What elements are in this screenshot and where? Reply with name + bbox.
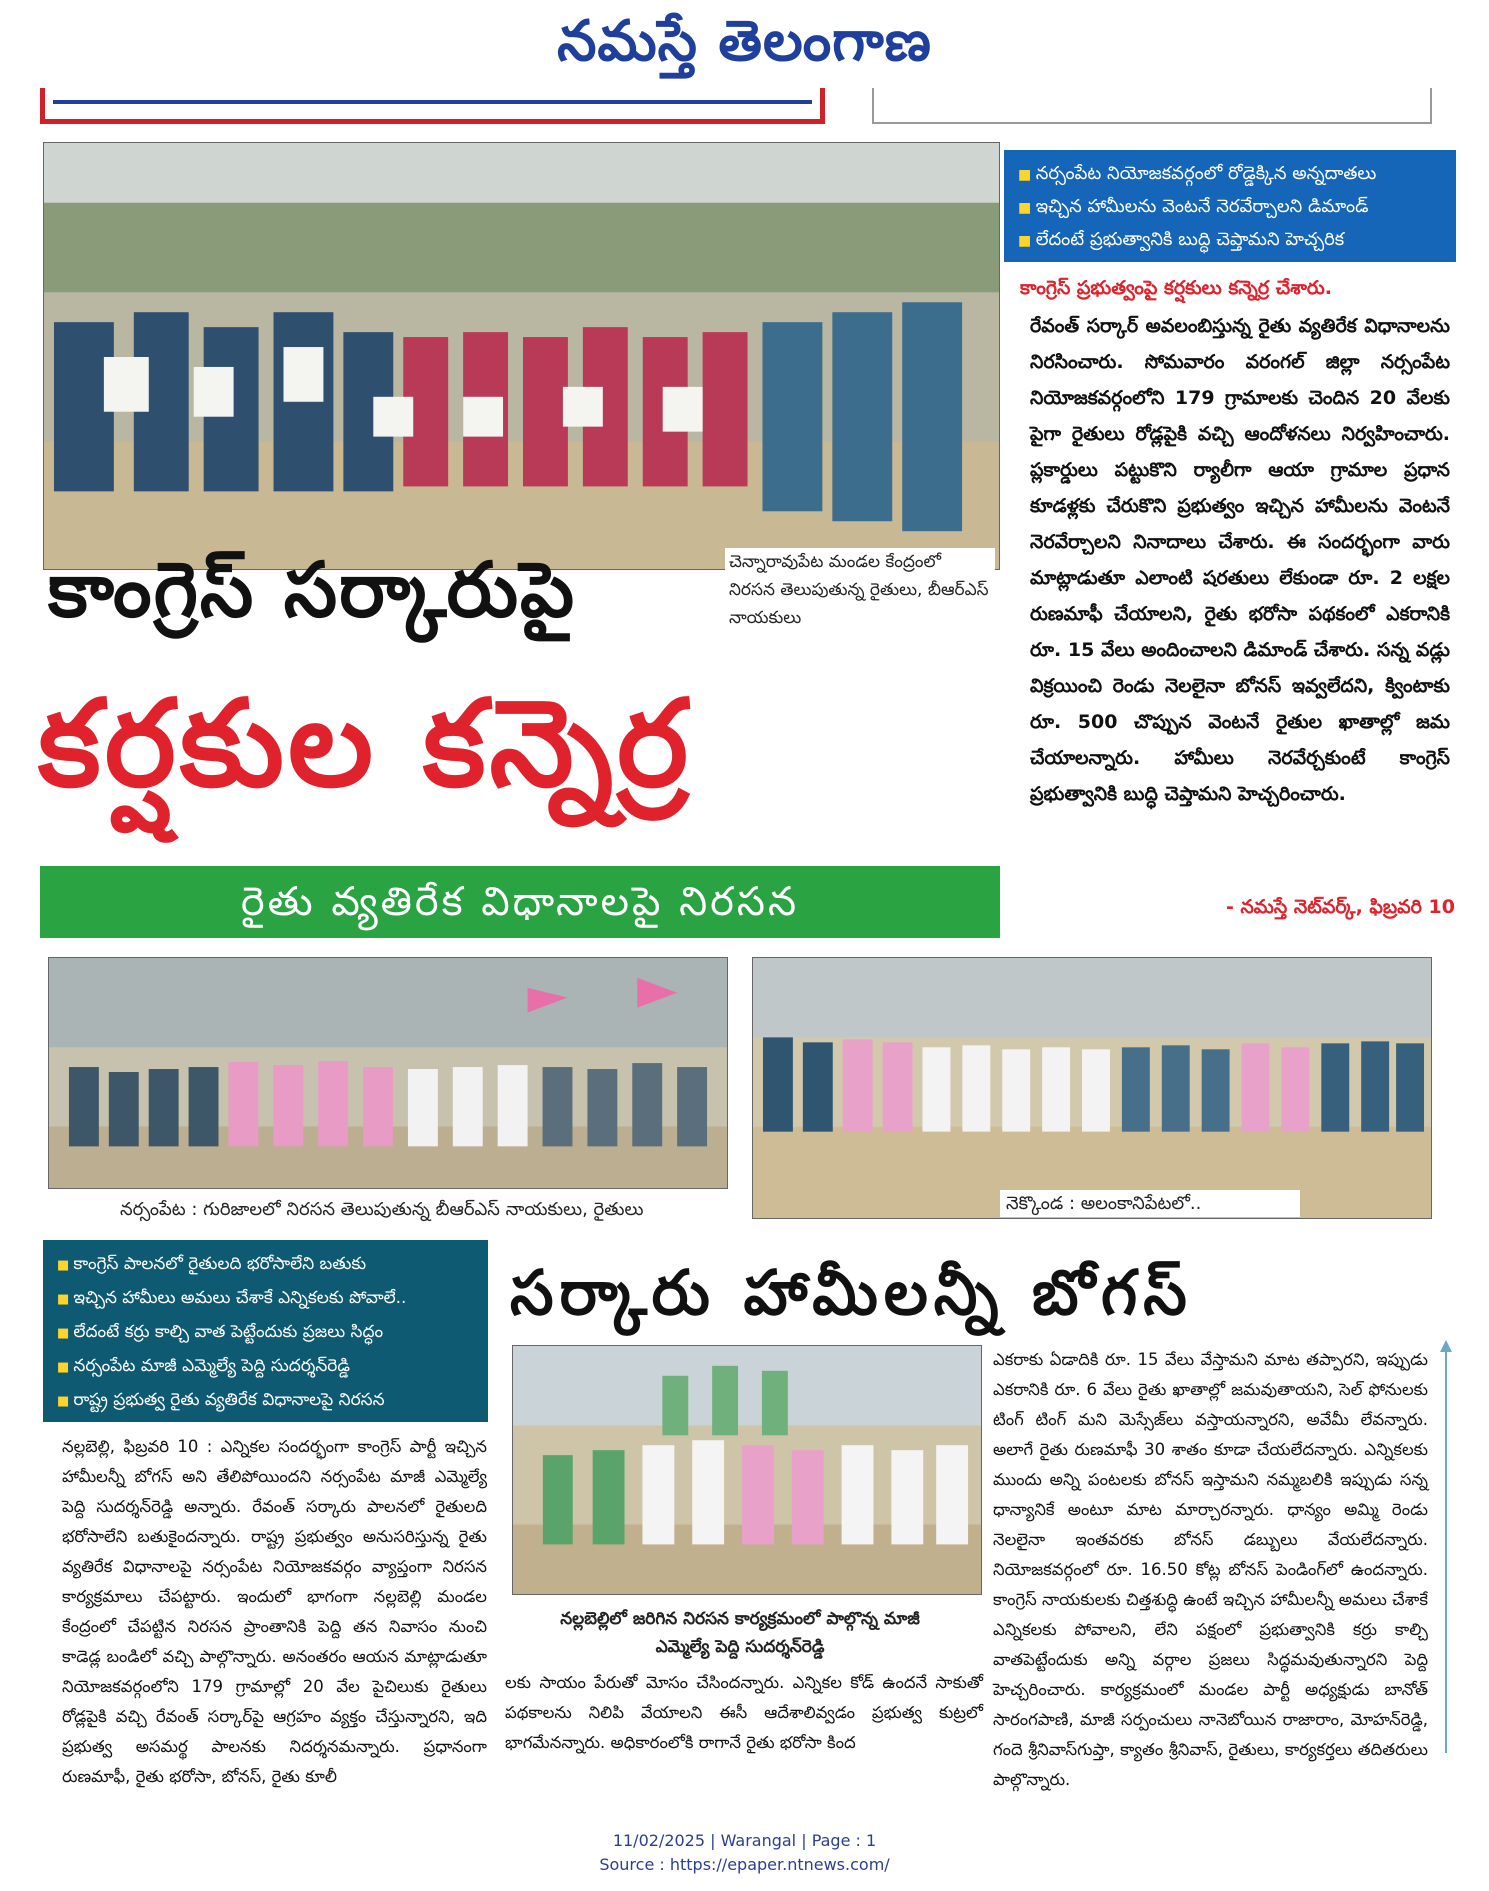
story2-column-2-bottom: లకు సాయం పేరుతో మోసం చేసిందన్నారు. ఎన్నికల కోడ్ ఉందనే సాకుతో పథకాలను నిలిపి వేయాలని ఈసీ ఆదేశాలివ్వడం ప్రభుత్వ కుట్రలో భాగమేనన్నారు. అధికారంలోకి రాగానే రైతు భరోసా కింద (505, 1673, 983, 1752)
bullet-item: ■ ఇచ్చిన హామీలను వెంటనే నెరవేర్చాలని డిమాండ్ (1018, 191, 1442, 224)
gurijala-protest-photo (48, 957, 728, 1189)
story2-column-3: ఎకరాకు ఏడాదికి రూ. 15 వేలు వేస్తామని మాట తప్పారని, ఇప్పుడు ఎకరానికి రూ. 6 వేలు రైతు ఖాతాల్లో జమవుతాయని, సెల్ ఫోనులకు టింగ్ టింగ్ మని మెస్సేజ్‌లు వస్తాయన్నారని, అవేమీ లేవన్నారు. అలాగే రైతు రుణమాఫీ 30 శాతం కూడా చేయలేదన్నారు. ఎన్నికలకు ముందు అన్ని పంటలకు బోనస్ ఇస్తామని నమ్మబలికి ఇప్పుడు సన్న ధాన్యానికే అంటూ మాట మార్చారన్నారు. ధాన్యం అమ్మి రెండు నెలలైనా ఇంతవరకు బోనస్ డబ్బులు వేయలేదన్నారు. నియోజకవర్గంలో రూ. 16.50 కోట్ల బోనస్ పెండింగ్‌లో ఉందన్నారు. కాంగ్రెస్ నాయకులకు చిత్తశుద్ధి ఉంటే ఇచ్చిన హామీలన్నీ అమలు చేశాకే ఎన్నికలకు పోవాలని, లేని పక్షంలో ప్రభుత్వానికి కర్రు కాల్చి వాతపెట్టేందుకు అన్ని వర్గాల ప్రజలు సిద్ధమవుతున్నారని పెద్ది హెచ్చరించారు. కార్యక్రమంలో మండల పార్టీ అధ్యక్షుడు బానోత్ సారంగపాణి, మాజీ సర్పంచులు నానెబోయిన రాజారాం, మోహన్‌రెడ్డి, గందె శ్రీనివాస్‌గుప్తా, క్యాతం శ్రీనివాస్, రైతులు, కార్యకర్తలు తదితరులు పాల్గొన్నారు. (993, 1350, 1428, 1789)
footer-source: Source : https://epaper.ntnews.com/ (599, 1855, 890, 1874)
nallabelli-caption: నల్లబెల్లిలో జరిగిన నిరసన కార్యక్రమంలో పాల్గొన్న మాజీ ఎమ్మెల్యే పెద్ది సుదర్శన్‌రెడ్డి (560, 1609, 920, 1657)
alankanipeta-protest-photo (752, 957, 1432, 1219)
alankanipeta-caption: నెక్కొండ : అలంకానిపేటలో.. (1000, 1190, 1300, 1217)
main-protest-photo (43, 142, 1000, 570)
gurijala-caption: నర్సంపేట : గురిజాలలో నిరసన తెలుపుతున్న బీఆర్ఎస్ నాయకులు, రైతులు (120, 1199, 644, 1220)
bullet-item: ■ నర్సంపేట నియోజకవర్గంలో రోడ్డెక్కిన అన్నదాతలు (1018, 158, 1442, 191)
bullet-item: ■ ఇచ్చిన హామీలు అమలు చేశాకే ఎన్నికలకు పోవాలే.. (57, 1282, 474, 1316)
bullet-item: ■ లేదంటే ప్రభుత్వానికి బుద్ధి చెప్తామని హెచ్చరిక (1018, 224, 1442, 257)
story1-bullets (1004, 150, 1456, 262)
newspaper-title: నమస్తే తెలంగాణ (557, 8, 932, 74)
story1-dateline: - నమస్తే నెట్‌వర్క్, ఫిబ్రవరి 10 (1225, 896, 1455, 918)
top-border-left (40, 88, 825, 124)
story2-column-1: నల్లబెల్లి, ఫిబ్రవరి 10 : ఎన్నికల సందర్భంగా కాంగ్రెస్ పార్టీ ఇచ్చిన హామీలన్నీ బోగస్ అని తేలిపోయిందని నర్సంపేట మాజీ ఎమ్మెల్యే పెద్ది సుదర్శన్‌రెడ్డి అన్నారు. రేవంత్ సర్కారు పాలనలో రైతులది భరోసాలేని బతుకైందన్నారు. రాష్ట్ర ప్రభుత్వం అనుసరిస్తున్న రైతు వ్యతిరేక విధానాలపై నర్సంపేట నియోజకవర్గం వ్యాప్తంగా నిరసన కార్యక్రమాలు చేపట్టారు. ఇందులో భాగంగా నల్లబెల్లి మండల కేంద్రంలో చేపట్టిన నిరసన ప్రాంతానికి పెద్ది తన నివాసం నుంచి కాడెడ్ల బండిలో వచ్చి పాల్గొన్నారు. అనంతరం ఆయన మాట్లాడుతూ నియోజకవర్గంలోని 179 గ్రామాల్లో 20 వేల పైచిలుకు రైతులు రోడ్లపైకి వచ్చి రేవంత్ సర్కార్‌పై ఆగ్రహం వ్యక్తం చేస్తున్నారని, ఇది ప్రభుత్వ అసమర్థ పాలనకు నిదర్శనమన్నారు. ప్రధానంగా రుణమాఫీ, రైతు భరోసా, బోనస్, రైతు కూలీ (62, 1437, 487, 1786)
story1-lead: కాంగ్రెస్ ప్రభుత్వంపై కర్షకులు కన్నెర్ర చేశారు. (1020, 277, 1332, 299)
nallabelli-protest-photo (512, 1345, 982, 1595)
story2-headline: సర్కారు హామీలన్నీ బోగస్ (510, 1256, 1193, 1329)
footer-date-edition: 11/02/2025 | Warangal | Page : 1 (612, 1831, 877, 1850)
headline-line-2: కర్షకుల కన్నెర్ర (38, 675, 693, 814)
bullet-item: ■ రాష్ట్ర ప్రభుత్వ రైతు వ్యతిరేక విధానాలపై నిరసన (57, 1384, 474, 1418)
main-photo-caption: చెన్నారావుపేట మండల కేంద్రంలో నిరసన తెలుపుతున్న రైతులు, బీఆర్ఎస్ నాయకులు (725, 548, 995, 632)
continuation-arrow-icon (1438, 1338, 1454, 1758)
headline-line-1: కాంగ్రెస్ సర్కారుపై (48, 545, 577, 634)
bullet-item: ■ నర్సంపేట మాజీ ఎమ్మెల్యే పెద్ది సుదర్శన్‌రెడ్డి (57, 1350, 474, 1384)
bullet-item: ■ లేదంటే కర్రు కాల్చి వాత పెట్టేందుకు ప్రజలు సిద్ధం (57, 1316, 474, 1350)
subhead-text: రైతు వ్యతిరేక విధానాలపై నిరసన (240, 879, 800, 925)
story2-bullets (43, 1240, 488, 1422)
subhead-band (40, 866, 1000, 938)
top-border-right (872, 88, 1432, 124)
bullet-item: ■ కాంగ్రెస్ పాలనలో రైతులది భరోసాలేని బతుకు (57, 1248, 474, 1282)
story1-body: రేవంత్ సర్కార్ అవలంబిస్తున్న రైతు వ్యతిరేక విధానాలను నిరసించారు. సోమవారం వరంగల్ జిల్లా నర్సంపేట నియోజకవర్గంలోని 179 గ్రామాలకు చెందిన 20 వేలకు పైగా రైతులు రోడ్లపైకి వచ్చి ఆందోళనలు నిర్వహించారు. ప్లకార్డులు పట్టుకొని ర్యాలీగా ఆయా గ్రామాల ప్రధాన కూడళ్లకు చేరుకొని ప్రభుత్వం ఇచ్చిన హామీలను వెంటనే నెరవేర్చాలని నినాదాలు చేశారు. ఈ సందర్భంగా వారు మాట్లాడుతూ ఎలాంటి షరతులు లేకుండా రూ. 2 లక్షల రుణమాఫీ చేయాలని, రైతు భరోసా పథకంలో ఎకరానికి రూ. 15 వేలు అందించాలని డిమాండ్ చేశారు. సన్న వడ్లు విక్రయించి రెండు నెలలైనా బోనస్ ఇవ్వలేదని, క్వింటాకు రూ. 500 చొప్పున వెంటనే రైతుల ఖాతాల్లో జమ చేయాలన్నారు. హామీలు నెరవేర్చకుంటే కాంగ్రెస్ ప్రభుత్వానికి బుద్ధి చెప్తామని హెచ్చరించారు. (1030, 315, 1450, 805)
masthead (0, 0, 1489, 90)
